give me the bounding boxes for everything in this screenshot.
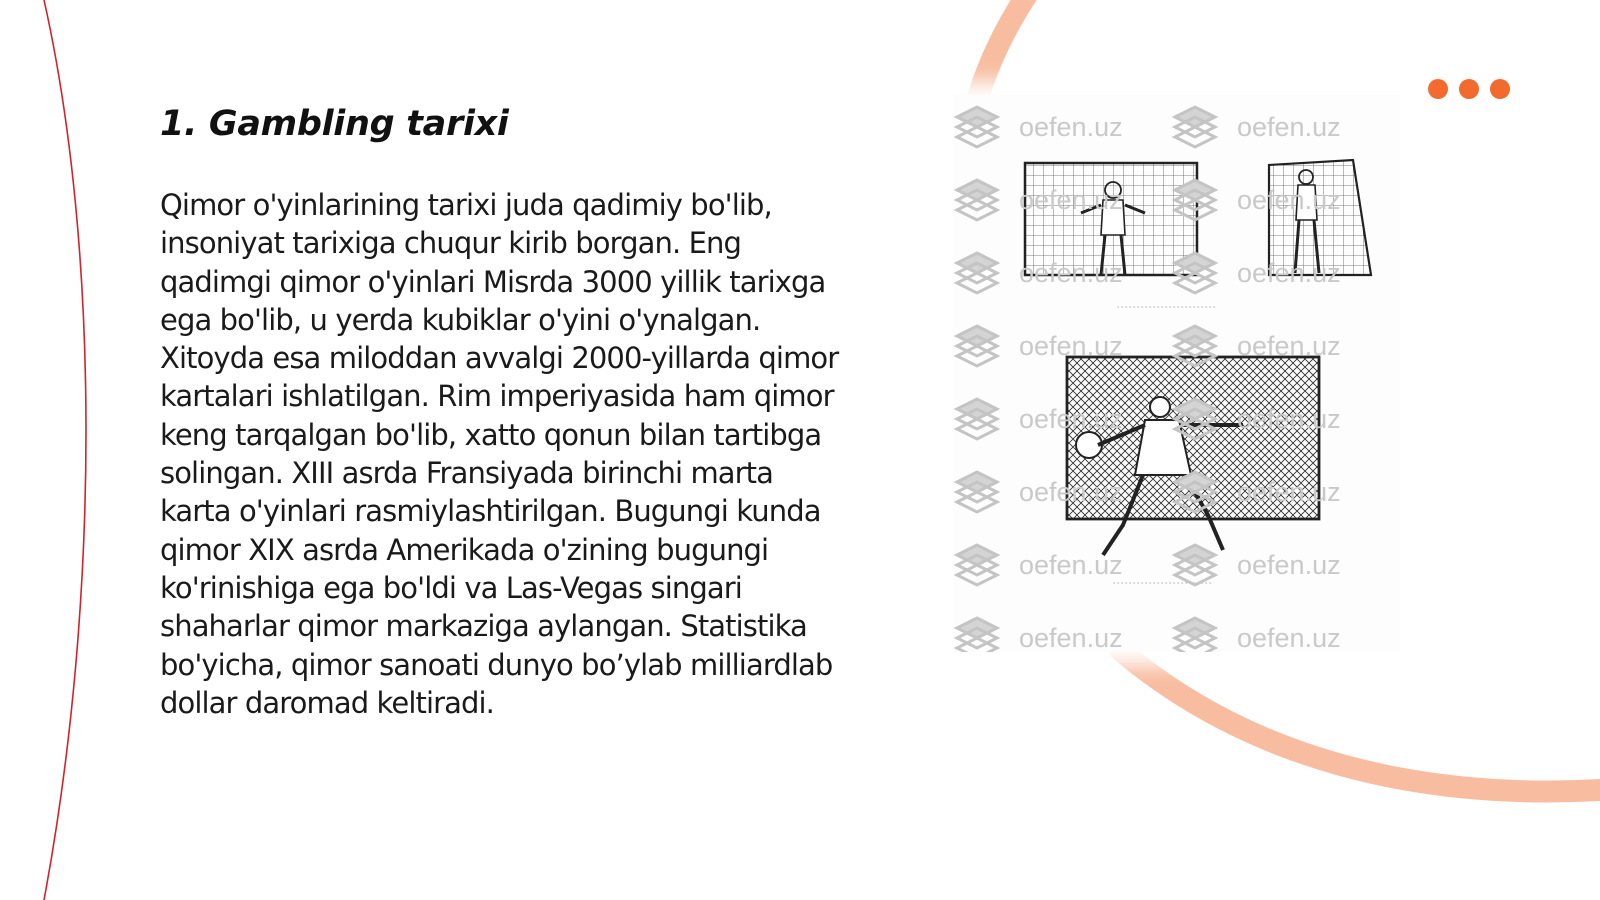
menu-dot-icon — [1490, 79, 1510, 99]
watermark — [957, 545, 1123, 585]
stack-layers-icon — [957, 545, 997, 585]
menu-dots — [1428, 79, 1510, 99]
left-red-curve — [0, 0, 120, 900]
body-paragraph: Qimor o'yinlarining tarixi juda qadimiy bo'lib, insoniyat tarixiga chuqur kirib borgan. Eng qadimgi qimor o'yinlari Misrda 3000 yillik tarixga ega bo'lib, u yerda kubiklar o'yini o'ynalgan. Xitoyda esa miloddan avvalgi 2000-yillarda qimor kartalari ishlatilgan. Rim imperiyasida ham qimor keng tarqalgan bo'lib, xatto qonun bilan tartibga solingan. XIII asrda Fransiyada birinchi marta karta o'yinlari rasmiylashtirilgan. Bugungi kunda qimor XIX asrda Amerikada o'zining bugungi ko'rinishiga ega bo'ldi va Las-Vegas singari shaharlar qimor markaziga aylangan. Statistika bo'yicha, qimor sanoati dunyo bo’ylab milliardlab dollar daromad keltiradi. — [160, 188, 839, 720]
watermark-text: oefen.uz — [1237, 185, 1341, 215]
watermark-text: oefen.uz — [1237, 550, 1341, 580]
watermark — [1175, 618, 1341, 652]
goalkeeper-main-drawing — [1067, 357, 1319, 555]
stack-layers-icon — [957, 618, 997, 652]
watermark-text: oefen.uz — [1019, 477, 1123, 507]
watermark — [1175, 180, 1341, 220]
watermark — [957, 618, 1123, 652]
caption-top: · · · · · · · · · · · · · · · · · · · · · · · · · — [1117, 303, 1215, 312]
watermark-text: oefen.uz — [1237, 331, 1341, 361]
stack-layers-icon — [1175, 107, 1215, 147]
watermark-text: oefen.uz — [1019, 550, 1123, 580]
watermark-text: oefen.uz — [1237, 477, 1341, 507]
watermark-text: oefen.uz — [1237, 258, 1341, 288]
watermark-text: oefen.uz — [1019, 404, 1123, 434]
watermark-text: oefen.uz — [1019, 185, 1123, 215]
watermark — [957, 399, 1123, 439]
watermark-text: oefen.uz — [1237, 404, 1341, 434]
watermark-text: oefen.uz — [1019, 331, 1123, 361]
stack-layers-icon — [957, 107, 997, 147]
goalkeeper-illustration — [953, 95, 1400, 652]
page-title: 1. Gambling tarixi — [160, 104, 509, 144]
watermark-text: oefen.uz — [1237, 623, 1341, 652]
watermark — [1175, 253, 1341, 293]
watermark-text: oefen.uz — [1019, 623, 1123, 652]
stack-layers-icon — [957, 253, 997, 293]
stack-layers-icon — [1175, 618, 1215, 652]
watermark — [1175, 107, 1341, 147]
stack-layers-icon — [957, 180, 997, 220]
watermark — [957, 180, 1123, 220]
caption-bottom: · · · · · · · · · · · · · · · · · · · · · · · · · — [1113, 579, 1211, 588]
watermark-text: oefen.uz — [1019, 258, 1123, 288]
menu-dot-icon — [1459, 79, 1479, 99]
menu-dot-icon — [1428, 79, 1448, 99]
watermark — [957, 253, 1123, 293]
figure-canvas — [953, 95, 1400, 652]
watermark — [957, 326, 1123, 366]
watermark — [957, 472, 1123, 512]
stack-layers-icon — [957, 399, 997, 439]
stack-layers-icon — [957, 472, 997, 512]
watermark-text: oefen.uz — [1019, 112, 1123, 142]
watermark — [957, 107, 1123, 147]
watermark-text: oefen.uz — [1237, 112, 1341, 142]
stack-layers-icon — [957, 326, 997, 366]
